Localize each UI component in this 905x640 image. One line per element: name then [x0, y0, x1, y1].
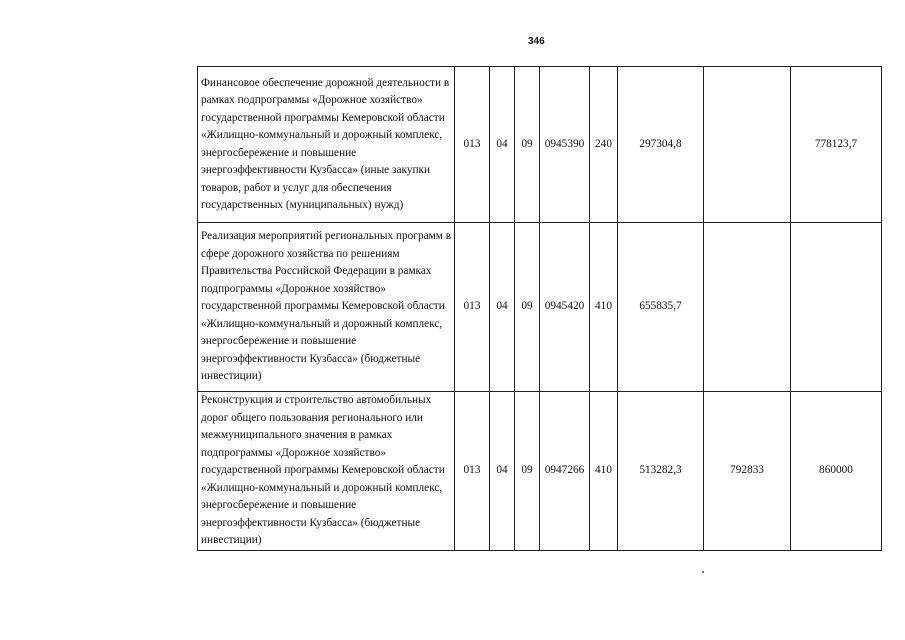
ministry-code: 013	[455, 392, 490, 551]
amount-year-2	[704, 223, 791, 392]
amount-year-1: 655835,7	[618, 223, 704, 392]
table-row	[198, 67, 882, 223]
amount-year-3	[791, 223, 882, 392]
target-article-code: 0947266	[540, 392, 590, 551]
section-code: 04	[490, 67, 515, 223]
subsection-code: 09	[515, 223, 540, 392]
table-row	[198, 392, 882, 551]
expense-type-code: 410	[590, 392, 618, 551]
subsection-code: 09	[515, 67, 540, 223]
amount-year-1: 513282,3	[618, 392, 704, 551]
row-description: Финансовое обеспечение дорожной деятельности в рамках подпрограммы «Дорожное хозяйство» государственной программы Кемеровской области «Жилищно-коммунальный и дорожный комплекс, энергосбережение и повышение энергоэффективности Кузбасса» (иные закупки товаров, работ и услуг для обеспечения государственных (муниципальных) нужд)	[198, 67, 455, 223]
section-code: 04	[490, 392, 515, 551]
expense-type-code: 410	[590, 223, 618, 392]
expense-type-code: 240	[590, 67, 618, 223]
target-article-code: 0945420	[540, 223, 590, 392]
amount-year-3: 778123,7	[791, 67, 882, 223]
budget-table	[197, 66, 882, 551]
amount-year-2: 792833	[704, 392, 791, 551]
table-row	[198, 223, 882, 392]
amount-year-1: 297304,8	[618, 67, 704, 223]
subsection-code: 09	[515, 392, 540, 551]
page-number: 346	[528, 36, 545, 47]
amount-year-2	[704, 67, 791, 223]
amount-year-3: 860000	[791, 392, 882, 551]
row-description: Реконструкция и строительство автомобильных дорог общего пользования регионального или межмуниципального значения в рамках подпрограммы «Дорожное хозяйство» государственной программы Кемеровской области «Жилищно-коммунальный и дорожный комплекс, энергосбережение и повышение энергоэффективности Кузбасса» (бюджетные инвестиции)	[198, 392, 455, 551]
ministry-code: 013	[455, 67, 490, 223]
ministry-code: 013	[455, 223, 490, 392]
section-code: 04	[490, 223, 515, 392]
row-description: Реализация мероприятий региональных программ в сфере дорожного хозяйства по решениям Правительства Российской Федерации в рамках подпрограммы «Дорожное хозяйство» государственной программы Кемеровской области «Жилищно-коммунальный и дорожный комплекс, энергосбережение и повышение энергоэффективности Кузбасса» (бюджетные инвестиции)	[198, 223, 455, 392]
target-article-code: 0945390	[540, 67, 590, 223]
scan-speck	[702, 571, 704, 573]
